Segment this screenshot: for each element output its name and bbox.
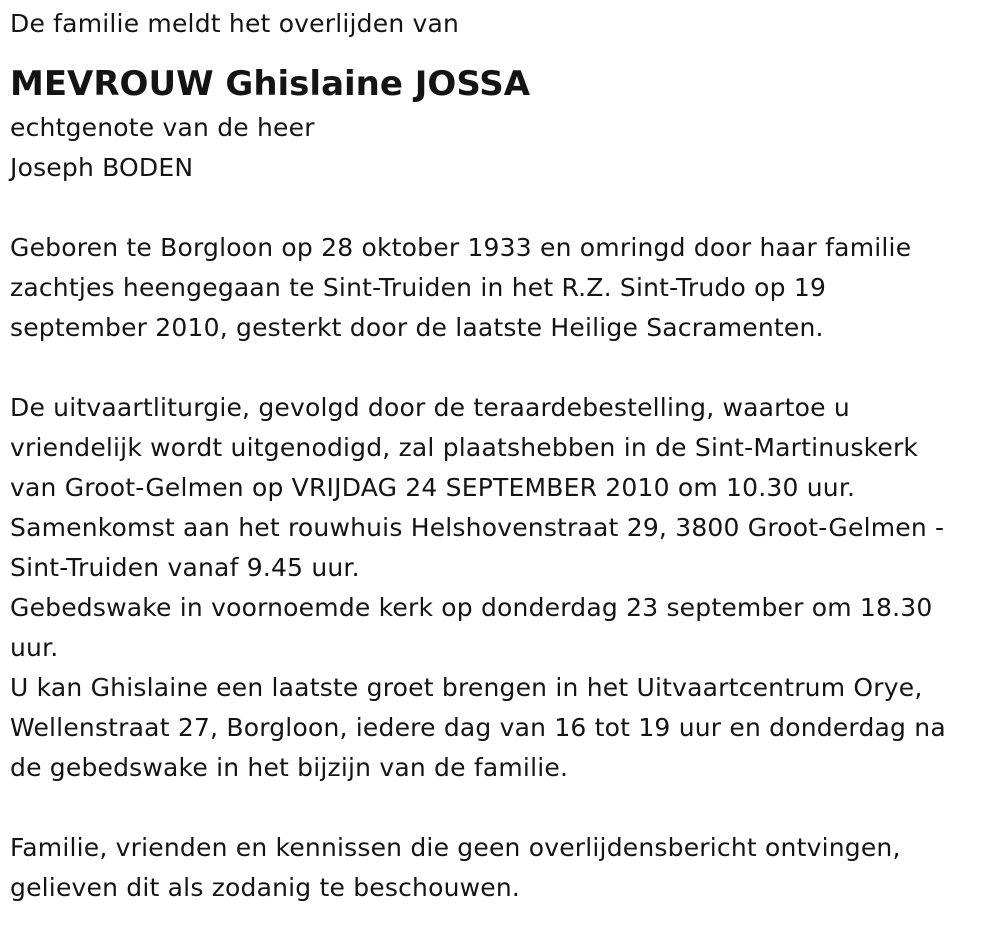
paragraph-line: Wellenstraat 27, Borgloon, iedere dag van 16 tot 19 uur en donderdag na xyxy=(10,713,946,742)
paragraph-spacer xyxy=(10,788,995,828)
paragraph-line: Familie, vrienden en kennissen die geen overlijdensbericht ontvingen, xyxy=(10,833,901,862)
paragraph-line: U kan Ghislaine een laatste groet brengen in het Uitvaartcentrum Orye, xyxy=(10,673,923,702)
spouse-line: Joseph BODEN xyxy=(10,153,194,182)
intro-text: De familie meldt het overlijden van xyxy=(10,9,460,38)
birth-paragraph xyxy=(10,228,995,348)
paragraph-line: Samenkomst aan het rouwhuis Helshovenstraat 29, 3800 Groot-Gelmen - xyxy=(10,513,945,542)
funeral-paragraph xyxy=(10,388,995,788)
paragraph-line: Gebedswake in voornoemde kerk op donderdag 23 september om 18.30 xyxy=(10,593,933,622)
paragraph-line: september 2010, gesterkt door de laatste Heilige Sacramenten. xyxy=(10,313,824,342)
paragraph-line: gelieven dit als zodanig te beschouwen. xyxy=(10,873,521,902)
paragraph-line: van Groot-Gelmen op VRIJDAG 24 SEPTEMBER 2010 om 10.30 uur. xyxy=(10,473,856,502)
paragraph-spacer xyxy=(10,348,995,388)
spouse-block xyxy=(10,108,995,188)
paragraph-line: de gebedswake in het bijzijn van de familie. xyxy=(10,753,569,782)
deceased-name: MEVROUW Ghislaine JOSSA xyxy=(10,64,531,104)
paragraph-line: uur. xyxy=(10,633,59,662)
paragraph-line: vriendelijk wordt uitgenodigd, zal plaatshebben in de Sint-Martinuskerk xyxy=(10,433,919,462)
paragraph-spacer xyxy=(10,188,995,228)
paragraph-line: Sint-Truiden vanaf 9.45 uur. xyxy=(10,553,360,582)
paragraph-line: zachtjes heengegaan te Sint-Truiden in het R.Z. Sint-Trudo op 19 xyxy=(10,273,827,302)
paragraph-line: De uitvaartliturgie, gevolgd door de teraardebestelling, waartoe u xyxy=(10,393,850,422)
closing-paragraph xyxy=(10,828,995,908)
death-notice xyxy=(10,4,995,908)
paragraph-line: Geboren te Borgloon op 28 oktober 1933 en omringd door haar familie xyxy=(10,233,912,262)
spouse-line: echtgenote van de heer xyxy=(10,113,315,142)
